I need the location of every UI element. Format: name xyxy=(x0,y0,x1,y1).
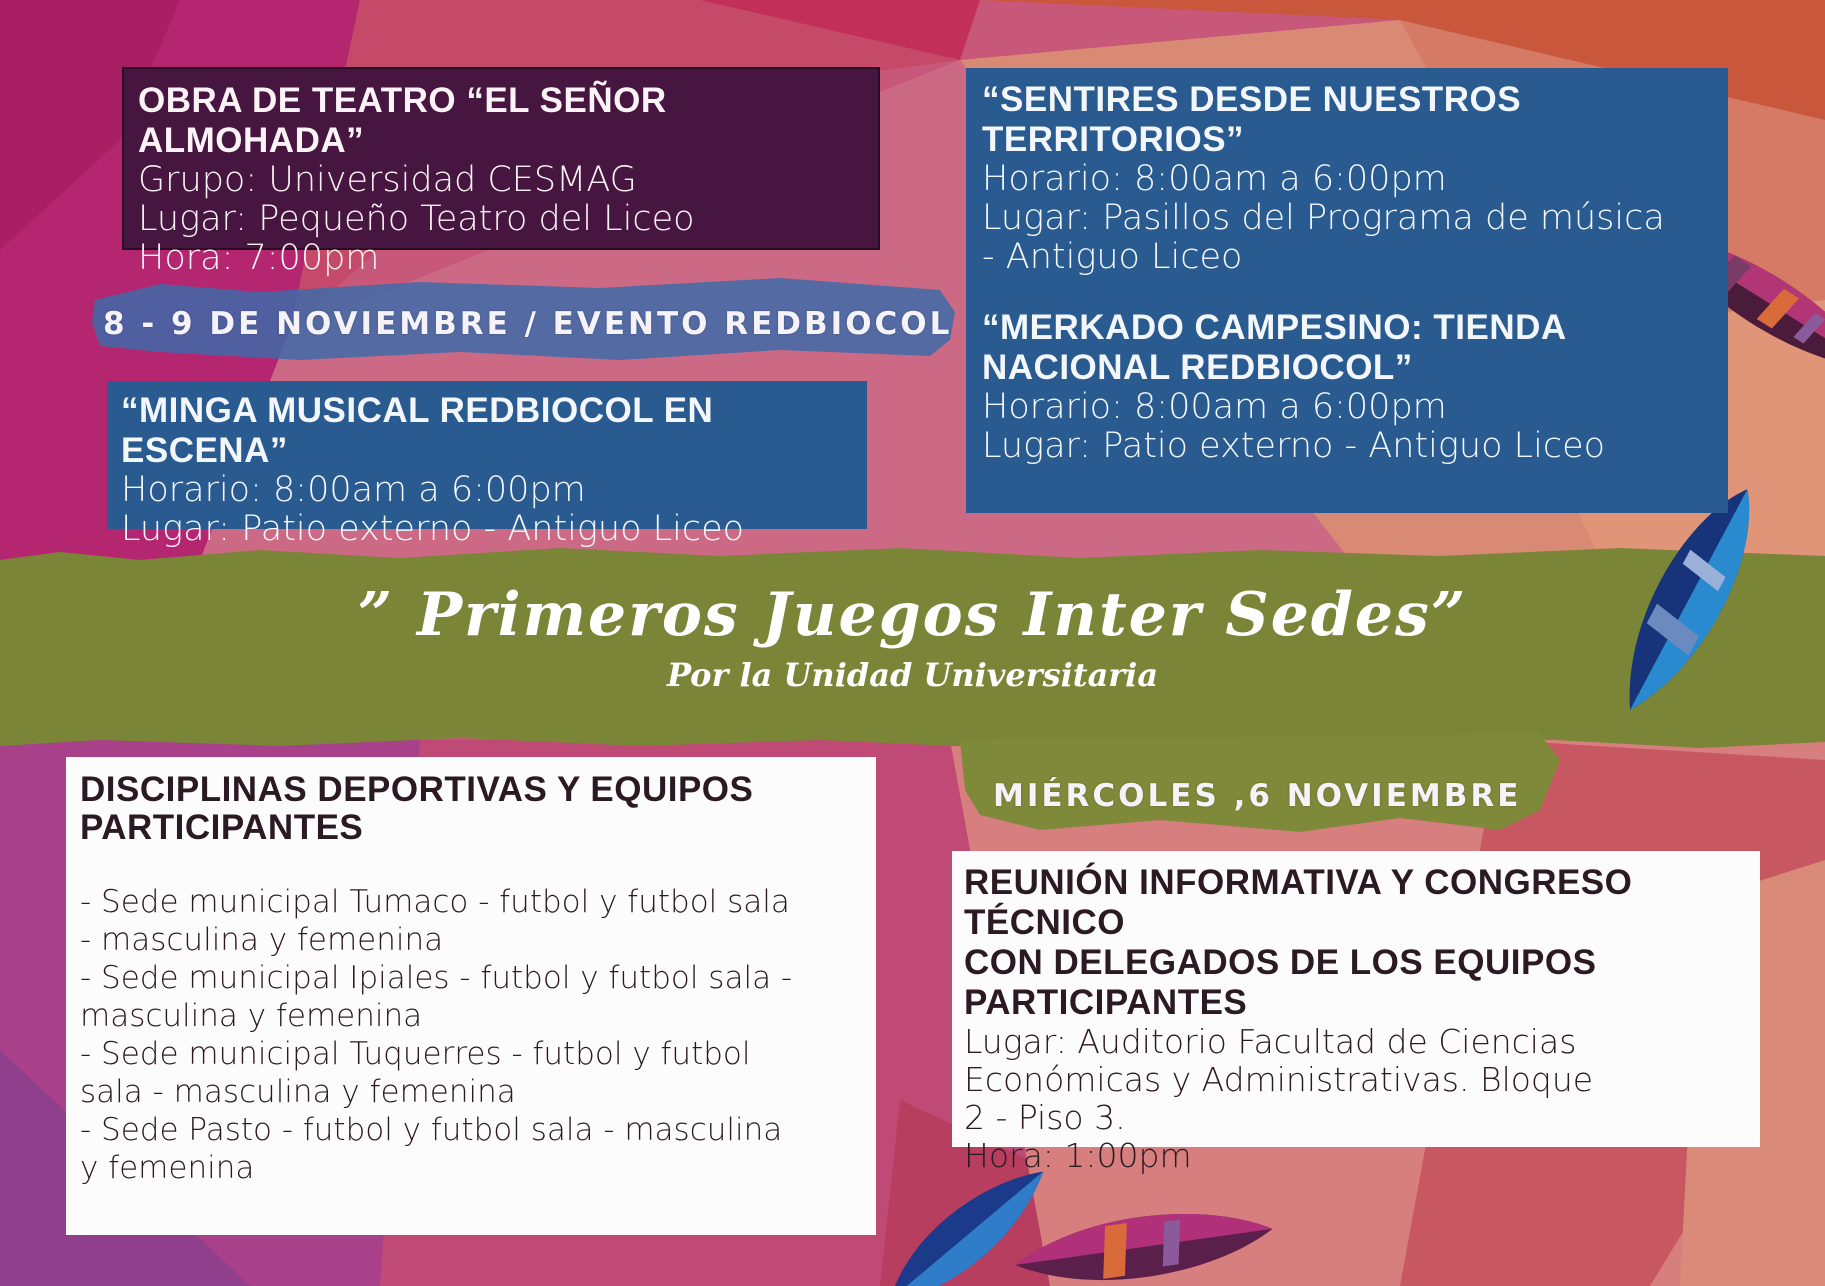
reunion-place-line3: 2 - Piso 3. xyxy=(964,1098,1126,1137)
merkado-title-line2: NACIONAL REDBIOCOL” xyxy=(982,347,1413,387)
merkado-title-line1: “MERKADO CAMPESINO: TIENDA xyxy=(982,307,1567,347)
disciplina-line: masculina y femenina xyxy=(80,998,423,1034)
obra-title: OBRA DE TEATRO “EL SEÑOR ALMOHADA” xyxy=(138,81,667,160)
disciplinas-title-line1: DISCIPLINAS DEPORTIVAS Y EQUIPOS xyxy=(80,770,754,809)
obra-group: Grupo: Universidad CESMAG xyxy=(138,160,637,200)
disciplina-line: sala - masculina y femenina xyxy=(80,1074,516,1110)
obra-time: Hora: 7:00pm xyxy=(138,238,380,279)
minga-title: “MINGA MUSICAL REDBIOCOL EN ESCENA” xyxy=(121,391,714,470)
miercoles-heading: MIÉRCOLES ,6 NOVIEMBRE xyxy=(993,778,1522,814)
reunion-title-line1: REUNIÓN INFORMATIVA Y CONGRESO TÉCNICO xyxy=(964,863,1633,942)
minga-schedule: Horario: 8:00am a 6:00pm xyxy=(121,470,586,510)
sentires-place-line2: - Antiguo Liceo xyxy=(982,237,1243,278)
disciplina-line: y femenina xyxy=(80,1150,255,1186)
minga-musical-card xyxy=(107,381,867,550)
disciplina-line: - Sede municipal Ipiales - futbol y futbol sala - xyxy=(80,960,793,996)
reunion-place-line2: Económicas y Administrativas. Bloque xyxy=(964,1060,1594,1099)
banner-title: ” Primeros Juegos Inter Sedes” xyxy=(357,580,1468,650)
sentires-place-line1: Lugar: Pasillos del Programa de música xyxy=(982,198,1665,239)
disciplina-line: - Sede Pasto - futbol y futbol sala - masculina xyxy=(80,1112,783,1148)
disciplina-line: - Sede municipal Tuquerres - futbol y futbol xyxy=(80,1036,751,1072)
reunion-title-line3: PARTICIPANTES xyxy=(964,983,1248,1022)
disciplinas-title-line2: PARTICIPANTES xyxy=(80,808,364,847)
disciplina-line: - masculina y femenina xyxy=(80,922,444,958)
merkado-schedule: Horario: 8:00am a 6:00pm xyxy=(982,386,1447,427)
disciplina-line: - Sede municipal Tumaco - futbol y futbol sala xyxy=(80,884,790,920)
redbiocol-events-card xyxy=(966,68,1728,513)
merkado-place: Lugar: Patio externo - Antiguo Liceo xyxy=(982,425,1606,466)
obra-place: Lugar: Pequeño Teatro del Liceo xyxy=(138,199,695,240)
reunion-card xyxy=(952,851,1760,1175)
reunion-place-line1: Lugar: Auditorio Facultad de Ciencias xyxy=(964,1022,1577,1061)
sentires-schedule: Horario: 8:00am a 6:00pm xyxy=(982,159,1447,199)
minga-place: Lugar: Patio externo - Antiguo Liceo xyxy=(121,509,745,550)
reunion-title-line2: CON DELEGADOS DE LOS EQUIPOS xyxy=(964,943,1597,982)
obra-teatro-card xyxy=(122,67,880,279)
event-redbiocol-heading: 8 - 9 DE NOVIEMBRE / EVENTO REDBIOCOL xyxy=(103,306,953,342)
sentires-title: “SENTIRES DESDE NUESTROS TERRITORIOS” xyxy=(982,80,1522,159)
disciplinas-card xyxy=(66,757,876,1235)
juegos-banner xyxy=(0,575,1825,725)
reunion-time: Hora: 1:00pm xyxy=(964,1136,1192,1175)
banner-subtitle: Por la Unidad Universitaria xyxy=(666,656,1159,694)
